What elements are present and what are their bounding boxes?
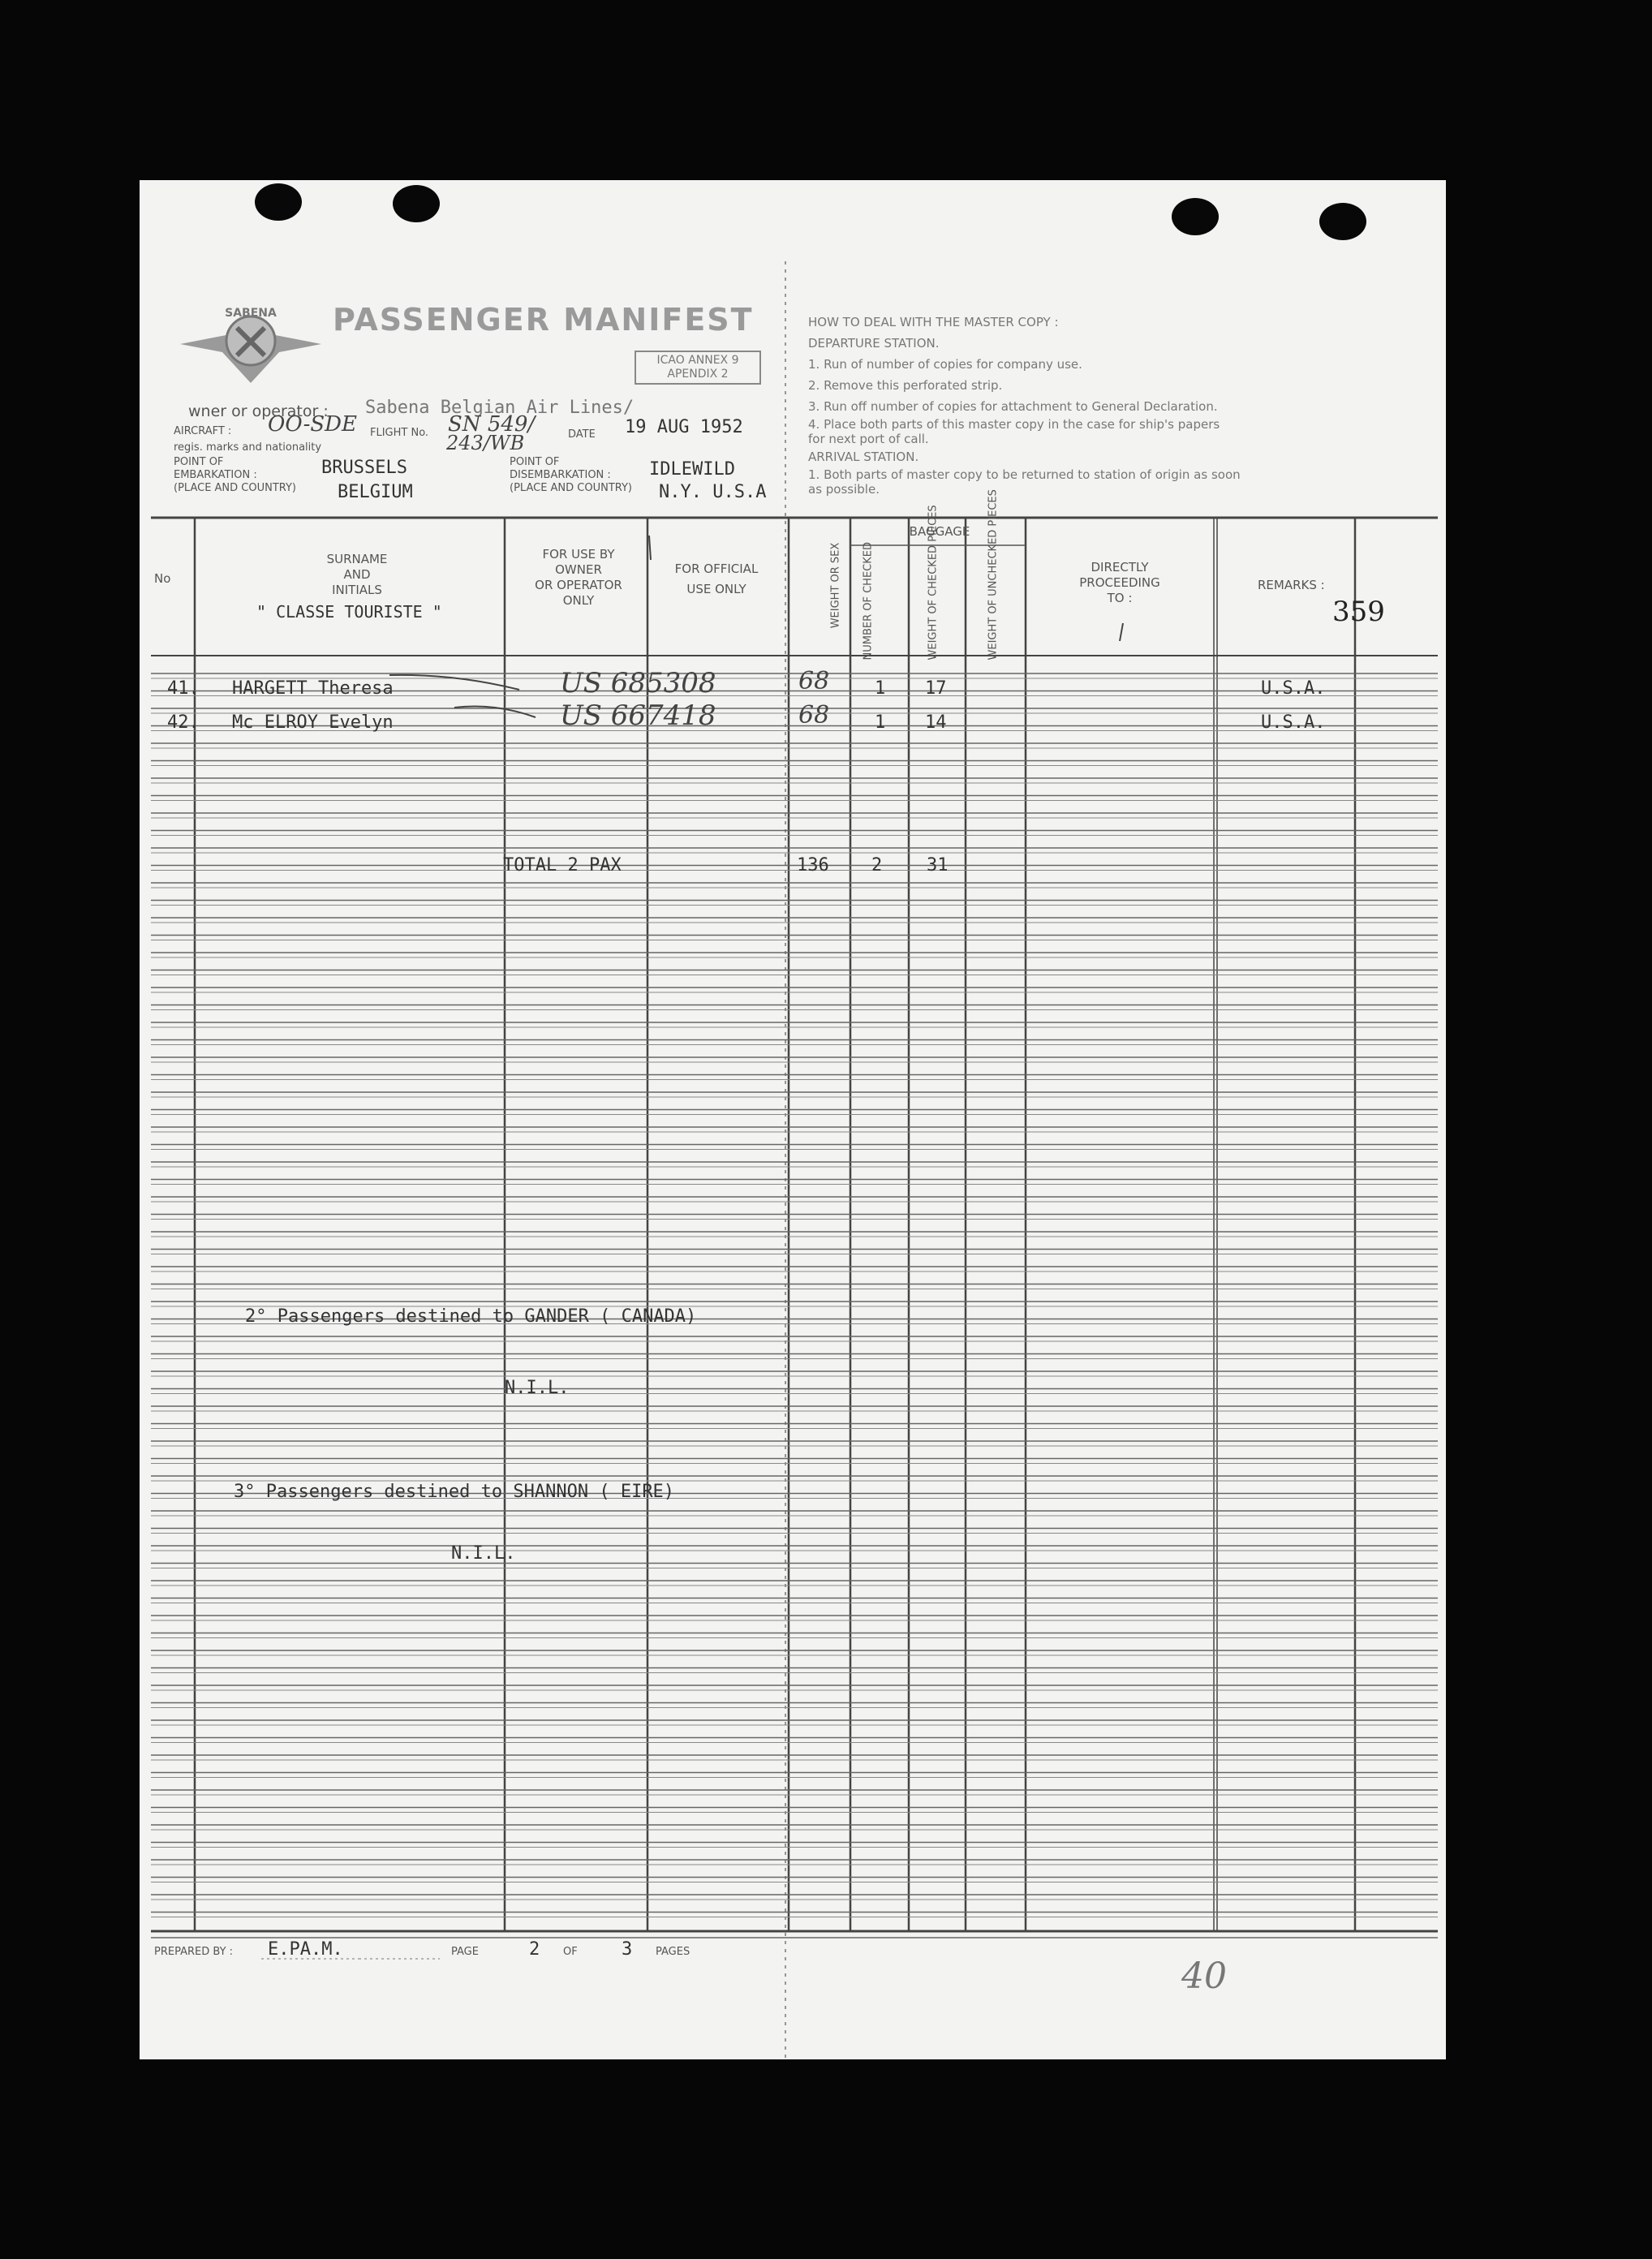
disembark-label-3: (PLACE AND COUNTRY) [510, 482, 633, 494]
handwritten-number: 40 [1181, 1956, 1227, 1997]
totals-bag-weight: 31 [927, 855, 949, 876]
pages-label: PAGES [656, 1946, 690, 1958]
embark-value-1: BRUSSELS [321, 458, 407, 478]
col-owner-4: ONLY [562, 593, 595, 608]
row-owner-use: US 667418 [560, 699, 716, 732]
col-class: " CLASSE TOURISTE " [256, 602, 442, 622]
row-bag-weight: 14 [925, 712, 947, 733]
col-surname-3: INITIALS [332, 583, 382, 597]
date-label: DATE [568, 428, 596, 441]
row-no: 41. [167, 678, 200, 699]
row-no: 42. [167, 712, 200, 733]
instructions-departure: DEPARTURE STATION. [808, 336, 940, 351]
instructions-step-3: 3. Run off number of copies for attachment to General Declaration. [808, 399, 1218, 414]
row-name: Mc ELROY Evelyn [232, 712, 394, 733]
instructions-step-4a: 4. Place both parts of this master copy in the case for ship's papers [808, 417, 1220, 432]
instructions-step-4b: for next port of call. [808, 432, 929, 446]
document-title: PASSENGER MANIFEST [333, 302, 754, 338]
flight-label: FLIGHT No. [370, 427, 429, 439]
instructions-step-5b: as possible. [808, 482, 880, 497]
totals-label: TOTAL 2 PAX [503, 855, 622, 876]
page-label: PAGE [451, 1946, 479, 1958]
disembark-label-1: POINT OF [510, 456, 560, 468]
row-name: HARGETT Theresa [232, 678, 394, 699]
col-owner-1: FOR USE BY [542, 547, 615, 562]
regis-label: regis. marks and nationality [174, 441, 322, 454]
col-proceeding-1: DIRECTLY [1091, 560, 1149, 574]
logo-text: SABENA [225, 307, 277, 320]
instructions-step-1: 1. Run of number of copies for company use. [808, 357, 1082, 372]
col-remarks: REMARKS : [1258, 578, 1325, 592]
row-num: 1 [875, 678, 886, 699]
col-weight-unchecked: WEIGHT OF UNCHECKED PIECES [987, 489, 1000, 660]
section-shannon-nil: N.I.L. [451, 1543, 516, 1564]
embark-label-1: POINT OF [174, 456, 224, 468]
col-weight-checked: WEIGHT OF CHECKED PIECES [927, 505, 940, 660]
col-surname-1: SURNAME [326, 552, 388, 566]
remarks-number: 359 [1332, 596, 1385, 628]
instructions-title: HOW TO DEAL WITH THE MASTER COPY : [808, 315, 1059, 329]
instructions-arrival: ARRIVAL STATION. [808, 450, 919, 464]
row-remarks: U.S.A. [1261, 678, 1326, 699]
section-gander-nil: N.I.L. [505, 1378, 570, 1398]
owner-label: wner or operator : [188, 402, 329, 420]
of-label: OF [563, 1946, 578, 1958]
instructions-step-5a: 1. Both parts of master copy to be returned to station of origin as soon [808, 467, 1241, 482]
col-proceeding-2: PROCEEDING [1079, 575, 1160, 590]
disembark-label-2: DISEMBARKATION : [510, 469, 611, 481]
totals-num: 2 [871, 855, 883, 876]
date-value: 19 AUG 1952 [625, 417, 743, 437]
row-bag-weight: 17 [925, 678, 947, 699]
icao-line-2: APENDIX 2 [667, 368, 729, 381]
col-official-2: USE ONLY [686, 582, 746, 596]
prepared-label: PREPARED BY : [154, 1946, 234, 1958]
col-no: No [154, 571, 171, 586]
col-baggage: BAGGAGE [909, 524, 970, 539]
flight-value: SN 549/ [448, 412, 536, 437]
totals-weight: 136 [797, 855, 829, 876]
aircraft-label: AIRCRAFT : [174, 425, 232, 437]
section-gander: 2° Passengers destined to GANDER ( CANADA) [245, 1306, 697, 1327]
disembark-value-2: N.Y. U.S.A [659, 482, 767, 502]
of-value: 3 [622, 1939, 633, 1960]
row-weight: 68 [798, 667, 830, 695]
col-surname-2: AND [343, 567, 371, 582]
col-num-checked: NUMBER OF CHECKED [862, 542, 875, 660]
instructions-step-2: 2. Remove this perforated strip. [808, 378, 1003, 393]
owner-value: Sabena Belgian Air Lines/ [365, 398, 635, 418]
icao-line-1: ICAO ANNEX 9 [656, 354, 739, 367]
aircraft-value: OO-SDE [268, 412, 358, 437]
col-proceeding-3: TO : [1107, 591, 1133, 605]
col-owner-3: OR OPERATOR [535, 578, 622, 592]
embark-label-2: EMBARKATION : [174, 469, 257, 481]
flight-value-2: 243/WB [446, 432, 525, 454]
section-shannon: 3° Passengers destined to SHANNON ( EIRE) [234, 1482, 675, 1502]
col-weight: WEIGHT OR SEX [829, 542, 842, 629]
row-weight: 68 [798, 701, 830, 729]
embark-label-3: (PLACE AND COUNTRY) [174, 482, 297, 494]
col-official-1: FOR OFFICIAL [674, 562, 759, 576]
col-owner-2: OWNER [555, 562, 602, 577]
disembark-value-1: IDLEWILD [649, 459, 735, 480]
page-value: 2 [529, 1939, 540, 1960]
embark-value-2: BELGIUM [338, 482, 413, 502]
row-num: 1 [875, 712, 886, 733]
row-owner-use: US 685308 [560, 667, 716, 699]
row-remarks: U.S.A. [1261, 712, 1326, 733]
prepared-value: E.PA.M. [268, 1939, 343, 1960]
